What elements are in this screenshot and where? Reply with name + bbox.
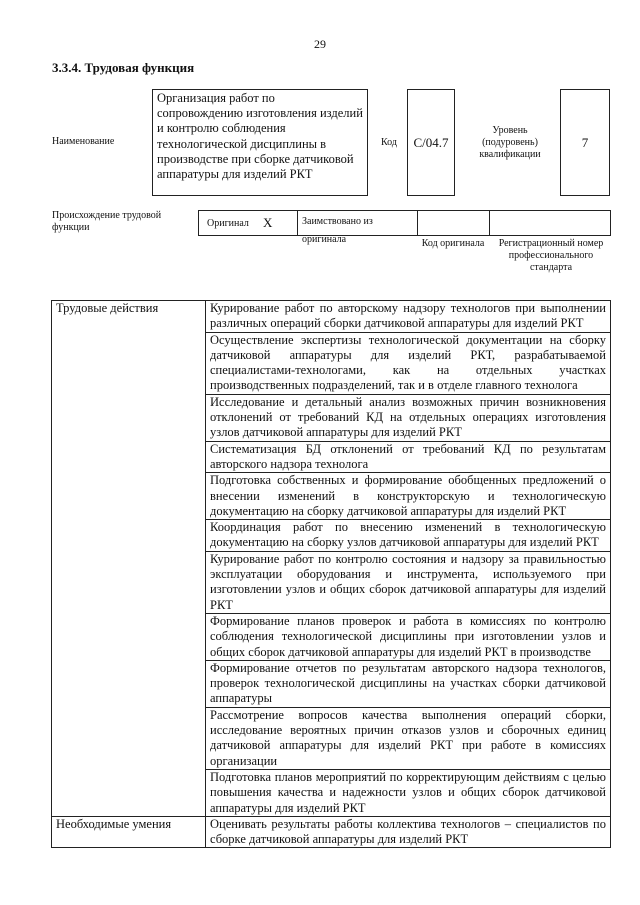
- reg-number-cell: [489, 210, 611, 236]
- labor-function-table: [51, 300, 611, 848]
- code-caption: Код оригинала: [421, 238, 485, 249]
- name-label: Наименование: [52, 136, 115, 147]
- labor-action: Координация работ по внесению изменений в технологическую документацию на сборку узлов датчиковой аппаратуры для изделий РКТ: [206, 520, 611, 552]
- level-value: 7: [581, 134, 589, 150]
- code-box: [407, 89, 455, 196]
- table-row: [52, 816, 611, 848]
- labor-actions-label: Трудовые действия: [52, 301, 206, 817]
- code-value: C/04.7: [413, 134, 449, 150]
- labor-action: Курирование работ по авторскому надзору технологов при выполнении различных операций сборки датчиковой аппаратуры для изделий РКТ: [206, 301, 611, 333]
- labor-action: Подготовка планов мероприятий по корректирующим действиям с целью повышения качества и надежности узлов и общих сборок датчиковой аппаратуры для изделий РКТ: [206, 769, 611, 816]
- original-label: Оригинал: [207, 218, 249, 229]
- skills-label: Необходимые умения: [52, 816, 206, 848]
- page-number: 29: [314, 37, 326, 51]
- labor-action: Формирование планов проверок и работа в комиссиях по контролю соблюдения технологической дисциплины при изготовлении узлов и общих сборок датчиковой аппаратуры для изделий РКТ в производстве: [206, 613, 611, 660]
- function-name-box: [152, 89, 368, 196]
- labor-action: Подготовка собственных и формирование обобщенных предложений о внесении изменений в конструкторскую и технологическую документацию на сборку датчиковой аппаратуры для изделий РКТ: [206, 473, 611, 520]
- level-label: Уровень (подуровень) квалификации: [479, 125, 541, 160]
- reg-caption: Регистрационный номер профессионального стандарта: [498, 238, 604, 273]
- code-label: Код: [381, 137, 397, 148]
- origin-label: Происхождение трудовой функции: [52, 210, 162, 233]
- function-name: Организация работ по сопровождению изготовления изделий и контролю соблюдения технологической дисциплины в производстве при сборке датчиковой аппаратуры для изделий РКТ: [157, 91, 363, 182]
- borrowed-label: Заимствовано из оригинала: [302, 216, 373, 245]
- labor-action: Систематизация БД отклонений от требований КД по результатам авторского надзора технолога: [206, 441, 611, 473]
- labor-action: Рассмотрение вопросов качества выполнения операций сборки, исследование вероятных причин отказов узлов и сборочных единиц датчиковой аппаратуры для изделий РКТ при работе в комиссиях организации: [206, 707, 611, 769]
- original-code-cell: [417, 210, 490, 236]
- original-mark: X: [263, 215, 273, 230]
- skill-item: Оценивать результаты работы коллектива технологов – специалистов по сборке датчиковой аппаратуры для изделий РКТ: [206, 816, 611, 848]
- labor-action: Осуществление экспертизы технологической документации на сборку датчиковой аппаратуры для изделий РКТ, разрабатываемой специалистами-технологами, как на отдельных участках производственных подразделений, так и в отделе главного технолога: [206, 332, 611, 394]
- labor-action: Исследование и детальный анализ возможных причин возникновения отклонений от требований КД на отдельных операциях изготовления узлов датчиковой аппаратуры для изделий РКТ: [206, 394, 611, 441]
- borrowed-cell: [297, 210, 418, 245]
- labor-action: Формирование отчетов по результатам авторского надзора технологов, проверок технологической дисциплины на участках сборки датчиковой аппаратуры: [206, 660, 611, 707]
- original-cell: [198, 210, 298, 236]
- level-box: [560, 89, 610, 196]
- labor-action: Курирование работ по контролю состояния и надзору за правильностью эксплуатации оборудования и инструмента, используемого при изготовлении узлов и общих сборок датчиковой аппаратуры для изделий РКТ: [206, 551, 611, 613]
- table-row: [52, 301, 611, 333]
- section-title: 3.3.4. Трудовая функция: [52, 60, 195, 75]
